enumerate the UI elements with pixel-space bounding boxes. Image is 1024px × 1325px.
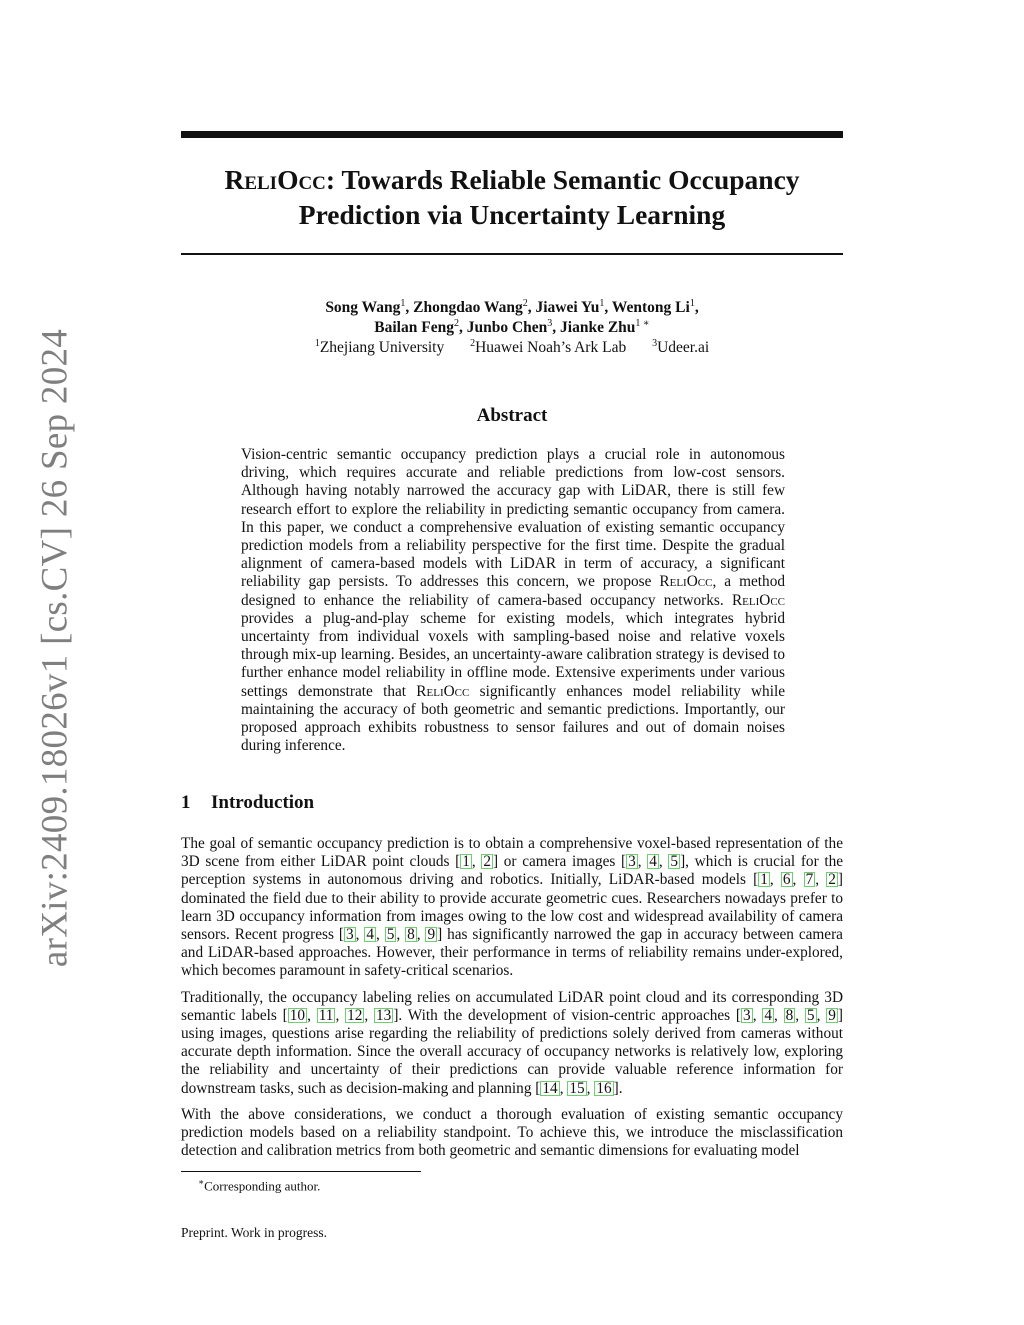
paragraph-text: , xyxy=(752,1006,763,1024)
author-sep: , xyxy=(527,299,536,316)
citation-link[interactable]: 12 xyxy=(347,1006,363,1024)
citation-link[interactable]: 13 xyxy=(376,1006,392,1024)
citation-link[interactable]: 9 xyxy=(427,926,436,944)
paragraph-text: , xyxy=(769,871,781,889)
paragraph-text: ]. xyxy=(613,1079,623,1097)
title-top-rule xyxy=(181,131,843,138)
paragraph-text: , xyxy=(586,1079,595,1097)
abstract-body xyxy=(241,446,785,755)
author-sep: , xyxy=(552,319,561,336)
citation-link[interactable]: 2 xyxy=(483,853,492,871)
footnote-mark: ∗ xyxy=(198,1177,205,1187)
title-bottom-rule xyxy=(181,253,843,255)
section-number: 1 xyxy=(181,792,191,813)
intro-paragraph-3: With the above considerations, we conduct a thorough evaluation of existing semantic occupancy prediction models based on a reliability standpoint. To achieve this, we introduce the misclassification detection and calibration metrics from both geometric and semantic dimensions for evaluating model xyxy=(181,1105,843,1160)
author-name: Junbo Chen xyxy=(466,319,548,336)
author-sep: , xyxy=(405,299,414,316)
author-line-1 xyxy=(181,298,843,318)
paragraph-text: , xyxy=(816,1006,827,1024)
citation-link[interactable]: 8 xyxy=(407,926,415,944)
author-name: Song Wang xyxy=(325,299,401,316)
abstract-text: provides a plug-and-play scheme for existing models, which integrates hybrid uncertainty from individual voxels with sampling-based noise and relative voxels through mix-up learning. Besides, an uncertainty-aware calibration strategy is devised to further enhance model reliability in offline mode. Extensive experiments under various settings demonstrate that xyxy=(241,609,785,700)
paragraph-text: , xyxy=(471,853,482,871)
paragraph-text: ], which is crucial for the perception systems in autonomous driving and robotics. Initially, LiDAR-based models [ xyxy=(181,853,844,889)
affiliation: Udeer.ai xyxy=(657,339,710,356)
affiliation: Zhejiang University xyxy=(319,339,445,356)
paragraph-text: , xyxy=(795,1006,805,1024)
author-affil-sup: 3 xyxy=(547,317,553,329)
author-affil-sup: 1 xyxy=(599,297,605,309)
paragraph-text: The goal of semantic occupancy prediction is to obtain a comprehensive voxel-based representation of the 3D scene from either LiDAR point clouds [ xyxy=(181,835,843,871)
citation-link[interactable]: 11 xyxy=(318,1006,334,1024)
citation-link[interactable]: 1 xyxy=(462,853,470,871)
citation-link[interactable]: 1 xyxy=(760,871,768,889)
citation-link[interactable]: 6 xyxy=(782,871,791,889)
paragraph-text: , xyxy=(335,1006,346,1024)
paragraph-text: , xyxy=(792,871,804,889)
paragraph-text: , xyxy=(364,1006,375,1024)
citation-link[interactable]: 10 xyxy=(289,1006,306,1024)
citation-link[interactable]: 3 xyxy=(743,1006,751,1024)
citation-link[interactable]: 9 xyxy=(828,1006,836,1024)
affiliation-sup: 3 xyxy=(652,337,658,349)
abstract-text: Vision-centric semantic occupancy prediction plays a crucial role in autonomous driving, which requires accurate and reliable predictions from low-cost sensors. Although having notably narrowed the accuracy gap with LiDAR, there is still few research effort to explore the reliability in predicting semantic occupancy from camera. In this paper, we conduct a comprehensive evaluation of existing semantic occupancy prediction models from a reliability perspective for the first time. Despite the gradual alignment of camera-based models with LiDAR in term of accuracy, a significant reliability gap persists. To addresses this concern, we propose xyxy=(241,446,785,591)
author-name: Jiawei Yu xyxy=(535,299,600,316)
author-affil-sup: 1 xyxy=(400,297,406,309)
paragraph-text: ] using images, questions arise regarding the reliability of predictions solely derived from cameras without accurate depth information. Since the overall accuracy of occupancy networks is relatively low, exploring the reliability and uncertainty of their predictions can provide valuable reference information for downstream tasks, such as decision-making and planning [ xyxy=(181,1006,843,1097)
author-name: Jianke Zhu xyxy=(560,319,636,336)
method-name: ReliOcc xyxy=(416,682,470,700)
affiliation-sup: 2 xyxy=(470,337,476,349)
method-name-part1: Reli xyxy=(224,164,278,195)
section-title: Introduction xyxy=(211,792,315,813)
citation-link[interactable]: 7 xyxy=(805,871,814,889)
citation-link[interactable]: 16 xyxy=(596,1079,612,1097)
method-name: ReliOcc xyxy=(659,573,713,591)
abstract-text: , a method designed to enhance the reliability of camera-based occupancy networks. xyxy=(241,573,785,609)
footnote-text: Corresponding author. xyxy=(204,1178,321,1194)
citation-link[interactable]: 3 xyxy=(345,926,354,944)
method-name-part2: Occ xyxy=(277,164,326,195)
author-block xyxy=(181,298,843,358)
paragraph-text: ] has significantly narrowed the gap in accuracy between camera and LiDAR-based approaches. However, their performance in terms of reliability remains under-explored, which becomes paramount in safety-critical scenarios. xyxy=(181,926,843,980)
author-name: Bailan Feng xyxy=(374,319,454,336)
citation-link[interactable]: 5 xyxy=(386,926,395,944)
introduction-body xyxy=(181,835,843,1168)
author-sep: , xyxy=(694,299,699,316)
paragraph-text: , xyxy=(637,853,648,871)
citation-link[interactable]: 4 xyxy=(649,853,657,871)
author-name: Zhongdao Wang xyxy=(413,299,523,316)
paragraph-text: ]. With the development of vision-centric approaches [ xyxy=(393,1006,742,1024)
affiliation: Huawei Noah’s Ark Lab xyxy=(475,339,627,356)
author-name: Wentong Li xyxy=(611,299,690,316)
paragraph-text: ] or camera images [ xyxy=(493,853,627,871)
footnote-rule xyxy=(181,1171,421,1172)
citation-link[interactable]: 3 xyxy=(628,853,636,871)
affiliations-line xyxy=(181,338,843,358)
author-affil-sup: 1 ∗ xyxy=(635,317,650,329)
citation-link[interactable]: 4 xyxy=(366,926,374,944)
section-heading-introduction xyxy=(181,792,314,814)
author-affil-sup: 1 xyxy=(689,297,695,309)
author-affil-sup: 2 xyxy=(522,297,528,309)
citation-link[interactable]: 8 xyxy=(785,1006,794,1024)
footnote xyxy=(198,1177,320,1194)
author-line-2 xyxy=(181,318,843,338)
paragraph-text: ] dominated the field due to their ability to provide accurate geometric cues. Researchers nowadays prefer to learn 3D occupancy information from images owing to the low cost and widespread availability of camera sensors. Recent progress [ xyxy=(181,871,843,944)
citation-link[interactable]: 5 xyxy=(670,853,679,871)
author-affil-sup: 2 xyxy=(453,317,459,329)
paper-title xyxy=(181,162,843,232)
title-line-2: Prediction via Uncertainty Learning xyxy=(298,199,726,230)
paragraph-text: , xyxy=(773,1006,784,1024)
citation-link[interactable]: 14 xyxy=(542,1079,558,1097)
method-name: ReliOcc xyxy=(731,591,785,609)
abstract-heading: Abstract xyxy=(476,405,548,426)
paragraph-text: , xyxy=(355,926,365,944)
paragraph-text: , xyxy=(396,926,406,944)
arxiv-identifier-stamp: arXiv:2409.18026v1 [cs.CV] 26 Sep 2024 xyxy=(34,328,76,968)
paragraph-text: Traditionally, the occupancy labeling relies on accumulated LiDAR point cloud and its corresponding 3D semantic labels [ xyxy=(181,988,843,1024)
affiliation-sup: 1 xyxy=(314,337,320,349)
author-sep: , xyxy=(604,299,612,316)
paragraph-text: , xyxy=(416,926,426,944)
citation-link[interactable]: 2 xyxy=(828,871,836,889)
paragraph-text: , xyxy=(815,871,827,889)
paragraph-text: , xyxy=(307,1006,317,1024)
citation-link[interactable]: 5 xyxy=(806,1006,815,1024)
citation-link[interactable]: 15 xyxy=(569,1079,585,1097)
paragraph-text: , xyxy=(658,853,669,871)
citation-link[interactable]: 4 xyxy=(764,1006,772,1024)
author-sep: , xyxy=(458,319,467,336)
preprint-footer: Preprint. Work in progress. xyxy=(181,1225,328,1240)
paragraph-text: , xyxy=(375,926,385,944)
intro-paragraph-1 xyxy=(181,835,843,981)
title-line-1 xyxy=(181,162,843,197)
paragraph-text: , xyxy=(559,1079,568,1097)
title-line-1-rest: : Towards Reliable Semantic Occupancy xyxy=(325,164,800,195)
abstract-text: significantly enhances model reliability while maintaining the accuracy of both geometric and semantic predictions. Importantly, our proposed approach exhibits robustness to sensor failures and out of domain noises during inference. xyxy=(241,682,785,755)
intro-paragraph-2 xyxy=(181,989,843,1098)
